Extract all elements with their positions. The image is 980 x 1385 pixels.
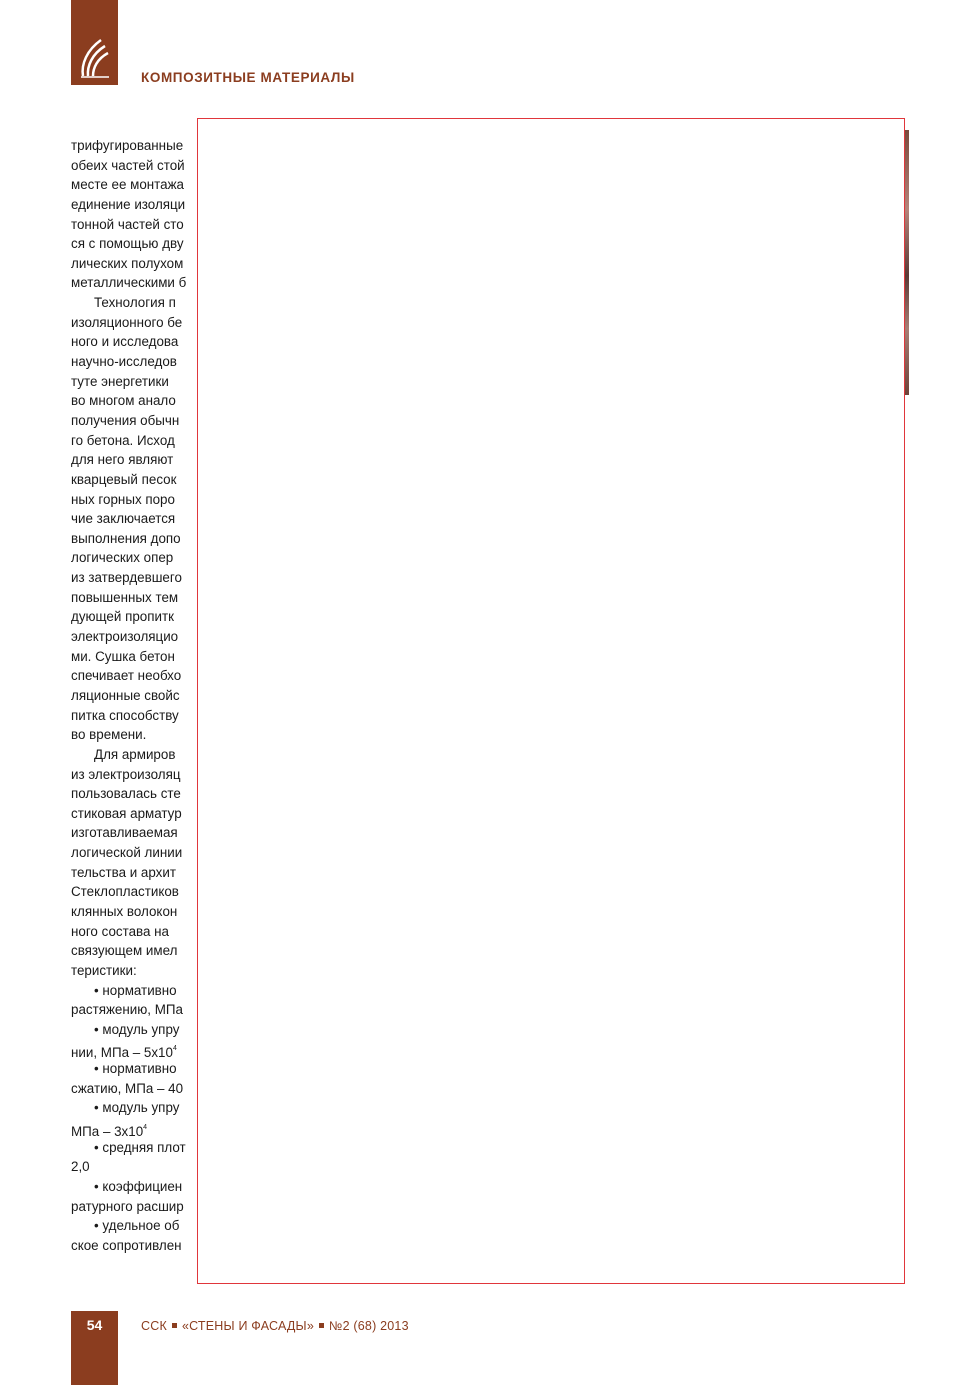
text-line: изоляционного бе xyxy=(71,314,183,330)
footer-publisher: ССК xyxy=(141,1319,167,1333)
text-line: туте энергетики xyxy=(71,373,169,389)
text-line: • удельное об xyxy=(94,1218,180,1234)
text-line: ного состава на xyxy=(71,923,169,939)
text-line: стиковая арматур xyxy=(71,805,182,821)
text-line: растяжению, МПа xyxy=(71,1002,183,1018)
superscript: 4 xyxy=(143,1124,148,1132)
text-line: тельства и архит xyxy=(71,864,176,880)
text-line: логической линии xyxy=(71,845,183,861)
text-line: • коэффициен xyxy=(94,1178,183,1194)
text-line: • модуль упру xyxy=(94,1021,180,1037)
text-line: логических опер xyxy=(71,550,174,566)
text-line: питка способству xyxy=(71,707,179,723)
text-line: чие заключается xyxy=(71,511,176,527)
text-line: выполнения допо xyxy=(71,530,181,546)
text-line: из затвердевшего xyxy=(71,570,182,586)
redaction-box xyxy=(197,118,905,1284)
text-line: МПа – $3х10^4$ xyxy=(71,1124,148,1140)
text-line: ся с помощью дву xyxy=(71,236,184,252)
text-line: обеих частей стой xyxy=(71,157,185,173)
text-line: • модуль упру xyxy=(94,1100,180,1116)
text-line: ляционные свойс xyxy=(71,687,180,703)
text-line: единение изоляци xyxy=(71,196,186,212)
text-line: лических полухом xyxy=(71,255,184,271)
text-line: 2,0 xyxy=(71,1159,90,1175)
text-line: научно-исследов xyxy=(71,354,177,370)
page-number-block xyxy=(71,1311,118,1385)
article-text-column xyxy=(71,136,211,1256)
text-line: теристики: xyxy=(71,962,137,978)
text-line: ское сопротивлен xyxy=(71,1237,182,1253)
text-line: связующем имел xyxy=(71,943,178,959)
page-number: 54 xyxy=(86,1317,103,1333)
separator-square-icon xyxy=(172,1323,177,1328)
text-line: тонной частей сто xyxy=(71,216,184,232)
logo-block xyxy=(71,0,118,85)
text-line: ратурного расшир xyxy=(71,1198,184,1214)
text-line: Для армиров xyxy=(94,746,176,762)
text-line: месте ее монтажа xyxy=(71,177,184,193)
journal-footer xyxy=(141,1319,409,1333)
text-line: пользовалась сте xyxy=(71,786,181,802)
text-line: повышенных тем xyxy=(71,589,179,605)
section-title: КОМПОЗИТНЫЕ МАТЕРИАЛЫ xyxy=(141,70,355,85)
text-line: Стеклопластиков xyxy=(71,884,179,900)
text-line: для него являют xyxy=(71,452,174,468)
footer-journal-title: «СТЕНЫ И ФАСАДЫ» xyxy=(181,1319,314,1333)
text-line: • нормативно xyxy=(94,1061,177,1077)
text-line: ных горных поро xyxy=(71,491,175,507)
superscript: 4 xyxy=(172,1045,177,1053)
text-line: кварцевый песок xyxy=(71,471,177,487)
text-line: трифугированные xyxy=(71,138,184,153)
text-line: из электроизоляц xyxy=(71,766,181,782)
text-line: ного и исследова xyxy=(71,334,179,350)
text-line: электроизоляцио xyxy=(71,629,179,645)
text-line: клянных волокон xyxy=(71,903,178,919)
text-line: металлическими б xyxy=(71,275,187,291)
text-line: го бетона. Исход xyxy=(71,432,175,448)
separator-square-icon xyxy=(319,1323,324,1328)
text-line: нии, МПа – $5х10^4$ xyxy=(71,1045,177,1061)
text-line: • средняя плот xyxy=(94,1139,186,1155)
journal-logo-icon xyxy=(75,36,113,80)
text-line: ми. Сушка бетон xyxy=(71,648,175,664)
text-line: во многом анало xyxy=(71,393,176,409)
footer-issue: №2 (68) 2013 xyxy=(328,1319,409,1333)
text-line: дующей пропитк xyxy=(71,609,174,625)
text-line: во времени. xyxy=(71,727,147,743)
text-line: получения обычн xyxy=(71,412,180,428)
text-line: сжатию, МПа – 40 xyxy=(71,1080,184,1096)
text-line: спечивает необхо xyxy=(71,668,182,684)
text-line: изготавливаемая xyxy=(71,825,178,841)
text-line: Технология п xyxy=(94,295,176,311)
text-line: • нормативно xyxy=(94,982,177,998)
